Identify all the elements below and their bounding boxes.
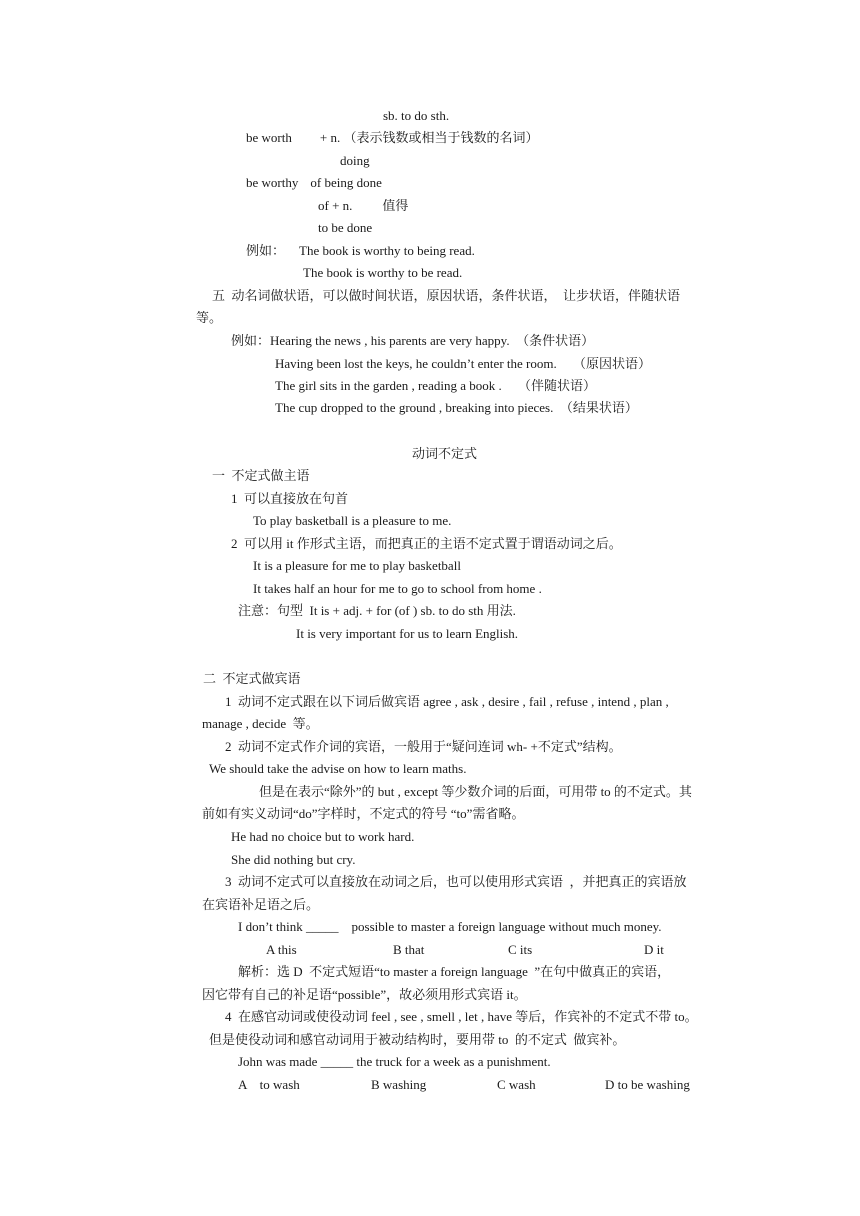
subject-note-example: It is very important for us to learn English. [296,626,519,641]
question-2-option-c: C wash [497,1077,536,1092]
infinitive-object-heading: 二 不定式做宾语 [203,671,301,686]
question-1: I don’t think _____ possible to master a foreign language without much money. [238,919,662,934]
question-1-explanation: 解析：选 D 不定式短语“to master a foreign language ”在句中做真正的宾语， [238,964,671,979]
object-point-1: 1 动词不定式跟在以下词后做宾语 agree , ask , desire , fail , refuse , intend , plan , [225,694,669,709]
section-5-example-2: Having been lost the keys, he couldn’t enter the room. （原因状语） [275,356,651,371]
object-point-3-cont: 在宾语补足语之后。 [202,897,320,912]
worth-line-3: doing [340,153,370,168]
subject-point-2-example-2: It takes half an hour for me to go to school from home . [253,581,542,596]
subject-point-2-example-1: It is a pleasure for me to play basketball [253,558,461,573]
object-point-2-but: 但是在表示“除外”的 but , except 等少数介词的后面，可用带 to 的不定式。其 [259,784,692,799]
object-point-3: 3 动词不定式可以直接放在动词之后，也可以使用形式宾语 ，并把真正的宾语放 [225,874,687,889]
question-2: John was made _____ the truck for a week as a punishment. [238,1054,551,1069]
infinitive-subject-heading: 一 不定式做主语 [212,468,310,483]
question-2-option-b: B washing [371,1077,427,1092]
object-point-4-cont: 但是使役动词和感官动词用于被动结构时，要用带 to 的不定式 做宾补。 [209,1032,626,1047]
section-5-example-4: The cup dropped to the ground , breaking into pieces. （结果状语） [275,400,638,415]
question-1-option-c: C its [508,942,533,957]
worthy-example-1: 例如： The book is worthy to being read. [246,243,475,258]
object-point-2-example-2: He had no choice but to work hard. [231,829,415,844]
question-1-option-a: A this [266,942,297,957]
object-point-2-but-cont: 前如有实义动词“do”字样时，不定式的符号 “to”需省略。 [202,806,525,821]
object-point-1-cont: manage , decide 等。 [202,716,319,731]
object-point-2-example-3: She did nothing but cry. [231,852,356,867]
section-5-example-3: The girl sits in the garden , reading a book . （伴随状语） [275,378,596,393]
question-2-option-a: A to wash [238,1077,300,1092]
question-1-option-d: D it [644,942,664,957]
subject-note: 注意：句型 It is + adj. + for (of ) sb. to do sth 用法. [238,603,516,618]
worth-line-2: be worth + n. （表示钱数或相当于钱数的名词） [246,130,539,145]
subject-point-1: 1 可以直接放在句首 [231,491,349,506]
worthy-line-2: of + n. 值得 [318,198,409,213]
question-1-explanation-cont: 因它带有自己的补足语“possible”，故必须用形式宾语 it。 [202,987,527,1002]
section-5-example-1: 例如：Hearing the news , his parents are very happy. （条件状语） [231,333,595,348]
section-5-heading: 五 动名词做状语，可以做时间状语，原因状语，条件状语， 让步状语，伴随状语 [212,288,681,303]
subject-point-1-example: To play basketball is a pleasure to me. [253,513,452,528]
subject-point-2: 2 可以用 it 作形式主语，而把真正的主语不定式置于谓语动词之后。 [231,536,622,551]
question-2-option-d: D to be washing [605,1077,690,1092]
worthy-example-2: The book is worthy to be read. [303,265,463,280]
worthy-line-1: be worthy of being done [246,175,382,190]
object-point-2-example: We should take the advise on how to learn maths. [209,761,467,776]
question-1-option-b: B that [393,942,425,957]
object-point-4: 4 在感官动词或使役动词 feel , see , smell , let , have 等后，作宾补的不定式不带 to。 [225,1009,698,1024]
section-5-heading-cont: 等。 [196,310,223,325]
worth-line-1: sb. to do sth. [383,108,450,123]
worthy-line-3: to be done [318,220,373,235]
page-title: 动词不定式 [412,446,478,461]
object-point-2: 2 动词不定式作介词的宾语，一般用于“疑问连词 wh- +不定式”结构。 [225,739,622,754]
